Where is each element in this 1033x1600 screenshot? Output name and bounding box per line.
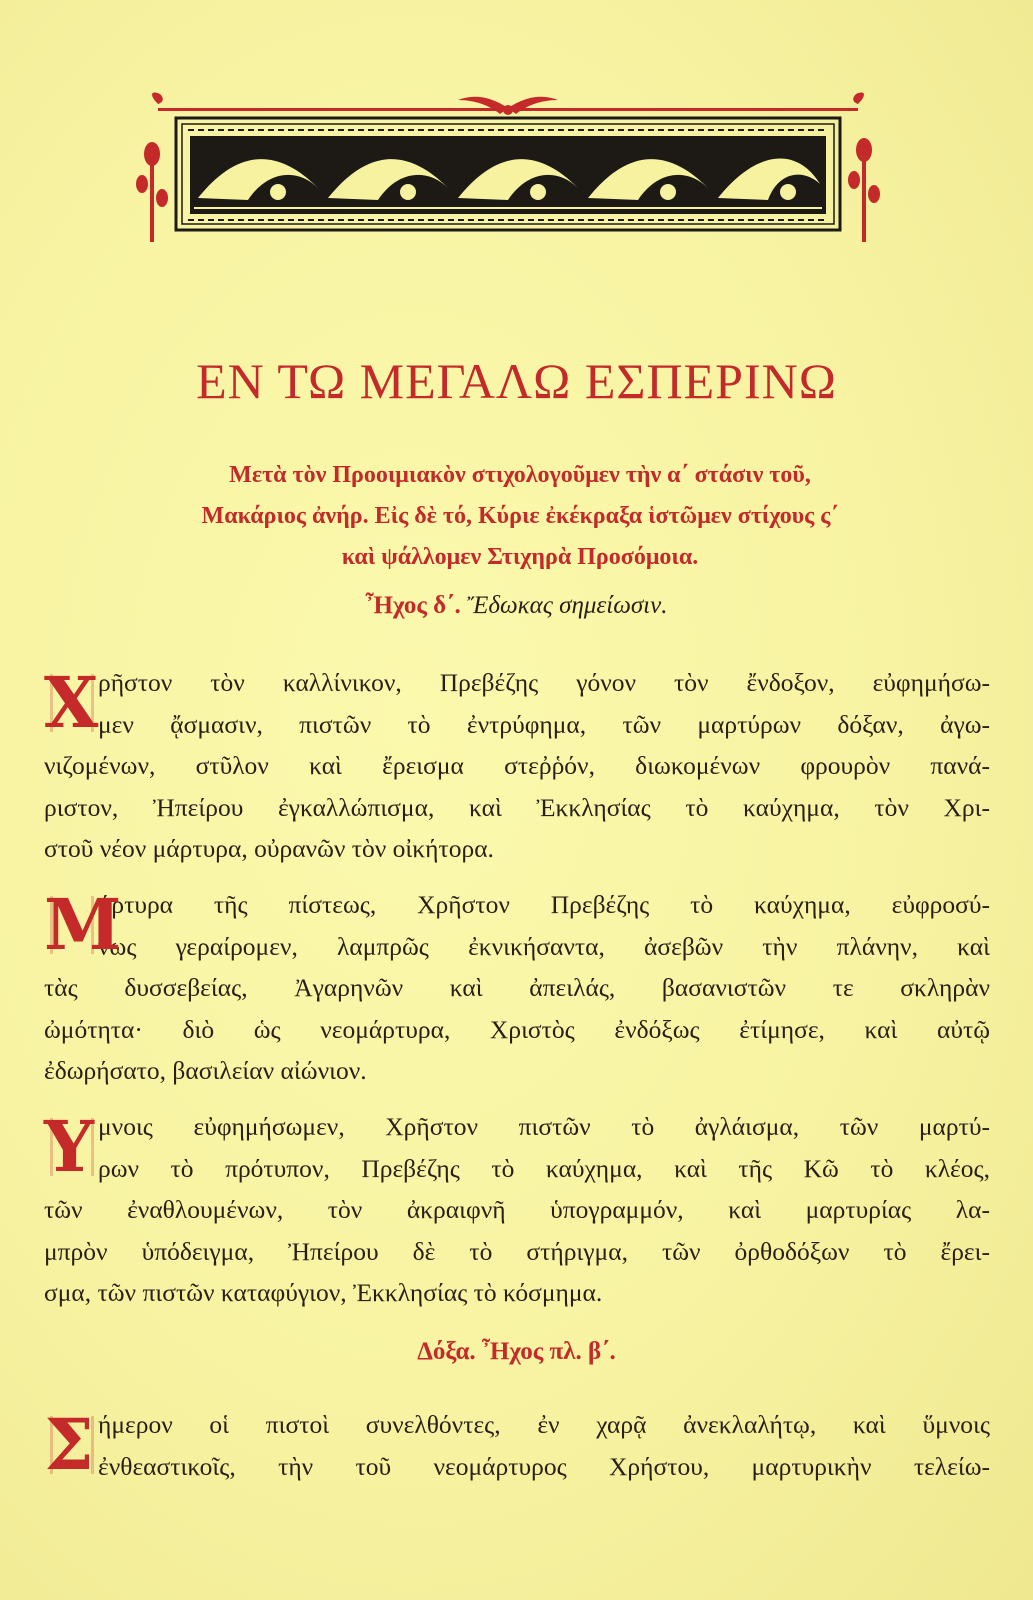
hymn-line: μεν ᾄσμασιν, πιστῶν τὸ ἐντρύφημα, τῶν μαρτύρων δόξαν, ἀγω- (98, 709, 990, 739)
ornamental-headpiece (128, 88, 888, 256)
rubric-line: καὶ ψάλλομεν Στιχηρὰ Προσόμοια. (341, 544, 699, 570)
hymn-line: ριστον, Ἠπείρου ἐγκαλλώπισμα, καὶ Ἐκκλησίας τὸ καύχημα, τὸν Χρι- (44, 792, 990, 822)
hymn-stanza-2 (44, 884, 990, 1092)
tone-heading (0, 592, 1033, 620)
hymn-line: σμα, τῶν πιστῶν καταφύγιον, Ἐκκλησίας τὸ κόσμημα. (44, 1278, 603, 1307)
tone-melody: Ἔδωκας σημείωσιν. (466, 592, 668, 619)
hymn-line: νιζομένων, στῦλον καὶ ἔρεισμα στεῤῥόν, διωκομένων φρουρὸν πανά- (44, 751, 990, 780)
hymn-line: άρτυρα τῆς πίστεως, Χρῆστον Πρεβέζης τὸ καύχημα, εὐφροσύ- (98, 890, 990, 919)
hymn-line: τὰς δυσσεβείας, Ἀγαρηνῶν καὶ ἀπειλάς, βασανιστῶν τε σκληρὰν (44, 973, 990, 1002)
hymn-line: ήμερον οἱ πιστοὶ συνελθόντες, ἐν χαρᾷ ἀνεκλαλήτῳ, καὶ ὕμνοις (98, 1410, 990, 1439)
tone-label: Δόξα. Ἦχος πλ. β΄. (417, 1338, 616, 1365)
drop-cap-initial: Μ (44, 883, 122, 966)
hymn-line: μνοις εὐφημήσωμεν, Χρῆστον πιστῶν τὸ ἀγλάισμα, τῶν μαρτύ- (98, 1112, 990, 1141)
doxa-tone-heading (0, 1338, 1033, 1366)
rubric-instructions (60, 455, 980, 578)
headpiece-top-ornament (152, 92, 864, 115)
hymn-line: στοῦ νέον μάρτυρα, οὐρανῶν τὸν οἰκήτορα. (44, 834, 494, 863)
hymn-line: ἐνθεαστικοῖς, τὴν τοῦ νεομάρτυρος Χρήστου, μαρτυρικὴν τελείω- (98, 1451, 990, 1481)
hymn-line: μπρὸν ὑπόδειγμα, Ἠπείρου δὲ τὸ στήριγμα, τῶν ὀρθοδόξων τὸ ἔρει- (44, 1236, 990, 1266)
hymn-stanza-3 (44, 1106, 990, 1314)
rubric-line: Μακάριος ἀνήρ. Εἰς δὲ τό, Κύριε ἐκέκραξα ἱστῶμεν στίχους ς΄ (201, 503, 839, 529)
tone-label: Ἦχος δ΄. (365, 592, 461, 619)
hymn-line: ἐδωρήσατο, βασιλείαν αἰώνιον. (44, 1056, 367, 1085)
hymn-line: ὠμότητα· διὸ ὡς νεομάρτυρα, Χριστὸς ἐνδόξως ἐτίμησε, καὶ αὐτῷ (44, 1014, 990, 1044)
rubric-line: Μετὰ τὸν Προοιμιακὸν στιχολογοῦμεν τὴν α΄ στάσιν τοῦ, (229, 462, 811, 488)
hymn-line: νως γεραίρομεν, λαμπρῶς ἐκνικήσαντα, ἀσεβῶν τὴν πλάνην, καὶ (98, 931, 990, 961)
hymn-line: ρων τὸ πρότυπον, Πρεβέζης τὸ καύχημα, καὶ τῆς Κῶ τὸ κλέος, (98, 1153, 990, 1183)
drop-cap-initial: Σ (44, 1403, 94, 1486)
hymn-stanza-1 (44, 662, 990, 870)
page-title: ΕΝ ΤΩ ΜΕΓΑΛΩ ΕΣΠΕΡΙΝΩ (196, 353, 837, 409)
drop-cap-initial: Υ (44, 1105, 94, 1188)
hymn-line: ρῆστον τὸν καλλίνικον, Πρεβέζης γόνον τὸν ἔνδοξον, εὐφημήσω- (98, 668, 990, 697)
hymn-line: τῶν ἐναθλουμένων, τὸν ἀκραιφνῆ ὑπογραμμόν, καὶ μαρτυρίας λα- (44, 1195, 990, 1224)
drop-cap-initial: Χ (44, 661, 99, 744)
hymn-stanza-4 (44, 1404, 990, 1487)
